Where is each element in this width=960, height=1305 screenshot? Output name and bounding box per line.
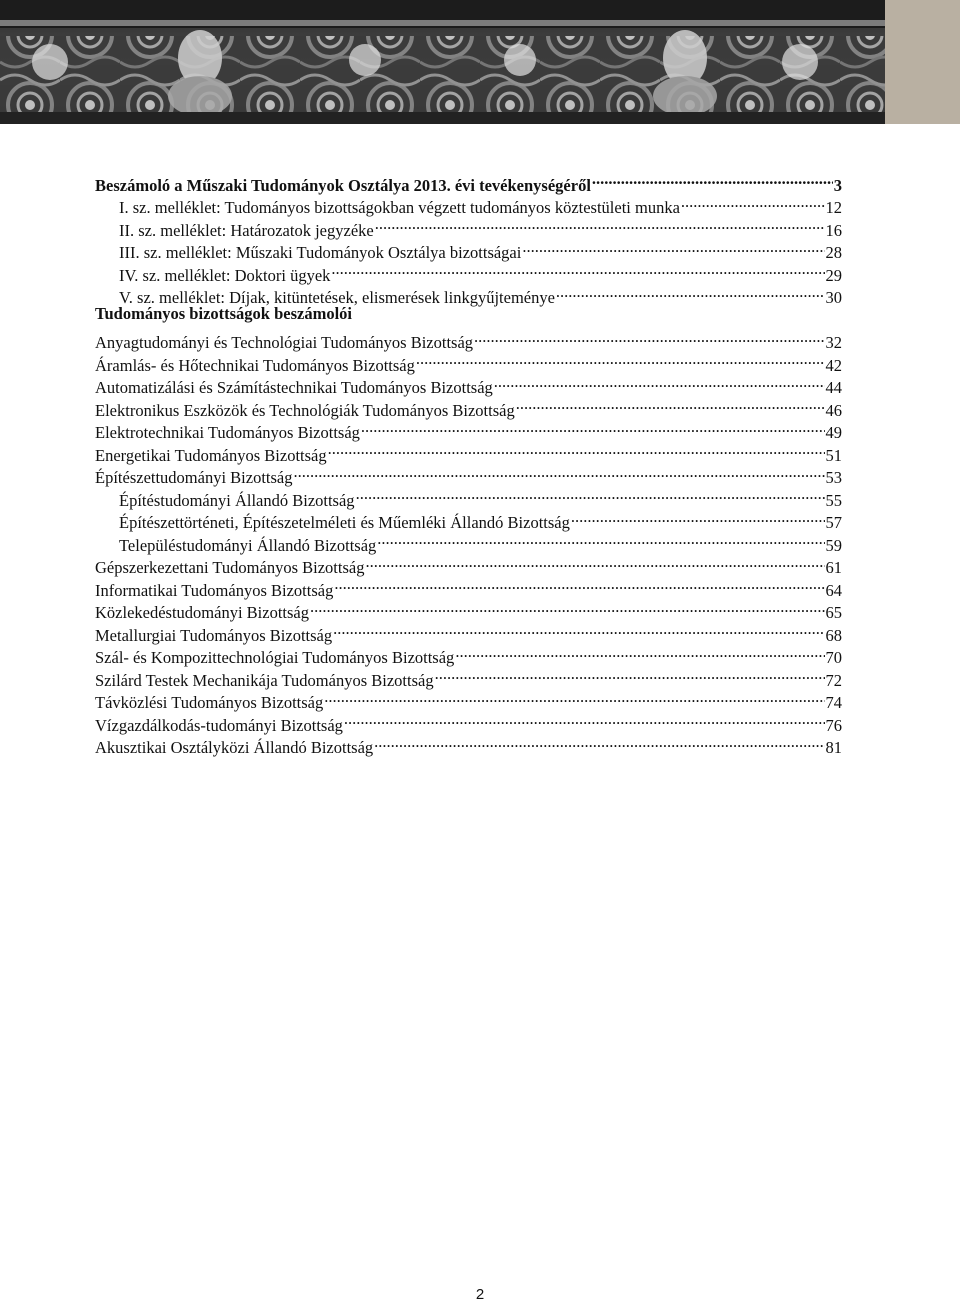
toc-leader-dots [681, 191, 825, 214]
page-number: 2 [475, 1286, 485, 1303]
toc-entry-page: 74 [825, 693, 842, 712]
toc-leader-dots [474, 326, 824, 349]
toc-leader-dots [522, 236, 824, 259]
toc-entry-page: 12 [825, 198, 842, 217]
toc-leader-dots [331, 258, 824, 281]
toc-leader-dots [374, 731, 824, 754]
toc-entry-title: Távközlési Tudományos Bizottság [95, 693, 324, 712]
toc-entry-title: Szál- és Kompozittechnológiai Tudományos Bizottság [95, 648, 455, 667]
toc-entry-title: Építéstudományi Állandó Bizottság [119, 490, 355, 510]
toc-entry-title: I. sz. melléklet: Tudományos bizottságokban végzett tudományos köztestületi munka [119, 198, 680, 217]
toc-leader-dots [571, 506, 825, 529]
toc-leader-dots [344, 708, 825, 731]
toc-entry-title: Beszámoló a Műszaki Tudományok Osztálya 2013. évi tevékenységéről [95, 175, 591, 195]
toc-entry-title: Szilárd Testek Mechanikája Tudományos Bizottság [95, 670, 434, 690]
toc-leader-dots [361, 416, 825, 439]
toc-entry-title: Metallurgiai Tudományos Bizottság [95, 625, 333, 645]
toc-entry-page: 81 [825, 738, 842, 757]
toc-entry-page: 57 [825, 513, 842, 532]
toc-entry-page: 68 [825, 625, 842, 645]
toc-entry[interactable] [95, 326, 842, 352]
ornament-frieze-image [0, 0, 960, 124]
toc-leader-dots [435, 663, 825, 686]
ornamental-header-banner [0, 0, 960, 124]
toc-entry-page: 16 [825, 220, 842, 240]
toc-entry-title: Informatikai Tudományos Bizottság [95, 580, 334, 600]
toc-entry-title: Közlekedéstudományi Bizottság [95, 603, 309, 622]
toc-entry-title: III. sz. melléklet: Műszaki Tudományok Osztálya bizottságai [119, 243, 522, 262]
toc-entry-page: 72 [825, 670, 842, 690]
toc-leader-dots [333, 618, 824, 641]
toc-entry-page: 46 [825, 400, 842, 420]
table-of-contents [95, 168, 842, 757]
toc-leader-dots [365, 551, 824, 574]
toc-entry-title: Elektronikus Eszközök és Technológiák Tudományos Bizottság [95, 400, 515, 420]
toc-entry-title: Tudományos bizottságok beszámolói [95, 304, 353, 323]
toc-entry-title: II. sz. melléklet: Határozatok jegyzéke [119, 220, 374, 240]
toc-entry-title: Gépszerkezettani Tudományos Bizottság [95, 558, 365, 577]
toc-entry-title: Akusztikai Osztályközi Állandó Bizottság [95, 738, 374, 757]
toc-entry-page: 61 [825, 558, 842, 577]
toc-entry-title: Automatizálási és Számítástechnikai Tudományos Bizottság [95, 378, 493, 397]
toc-leader-dots [455, 641, 824, 664]
toc-leader-dots [377, 528, 824, 551]
toc-entry-page: 59 [825, 535, 842, 555]
toc-entry-page: 32 [825, 333, 842, 352]
toc-entry[interactable] [95, 168, 842, 195]
toc-entry-title: IV. sz. melléklet: Doktori ügyek [119, 265, 331, 285]
toc-leader-dots [334, 573, 824, 596]
toc-leader-dots [294, 461, 825, 484]
toc-entry-page: 64 [825, 580, 842, 600]
toc-entry-page: 3 [833, 175, 842, 195]
toc-entry-page: 28 [825, 243, 842, 262]
toc-entry-title: Anyagtudományi és Technológiai Tudományos Bizottság [95, 333, 474, 352]
toc-entry-title: Vízgazdálkodás-tudományi Bizottság [95, 715, 343, 735]
toc-entry-page: 42 [825, 355, 842, 375]
toc-leader-dots [375, 213, 825, 236]
toc-entry-page: 44 [825, 378, 842, 397]
toc-leader-dots [592, 168, 833, 191]
toc-entry-title: Energetikai Tudományos Bizottság [95, 445, 327, 465]
toc-leader-dots [356, 483, 825, 506]
toc-leader-dots [324, 686, 824, 709]
toc-entry-title: V. sz. melléklet: Díjak, kitüntetések, elismerések linkgyűjteménye [119, 288, 555, 307]
toc-entry-title: Építészettudományi Bizottság [95, 468, 293, 487]
toc-entry-page: 51 [825, 445, 842, 465]
toc-entry-page: 49 [825, 423, 842, 442]
toc-leader-dots [516, 393, 825, 416]
toc-entry-page: 76 [825, 715, 842, 735]
toc-leader-dots [310, 596, 825, 619]
toc-entry-page: 55 [825, 490, 842, 510]
toc-leader-dots [416, 348, 825, 371]
toc-entry-title: Építészettörténeti, Építészetelméleti és Műemléki Állandó Bizottság [119, 513, 570, 532]
toc-leader-dots [556, 281, 825, 304]
toc-entry-page: 53 [825, 468, 842, 487]
toc-entry-page: 29 [825, 265, 842, 285]
toc-entry-page: 65 [825, 603, 842, 622]
toc-leader-dots [494, 371, 825, 394]
toc-entry-title: Településtudományi Állandó Bizottság [119, 535, 377, 555]
toc-leader-dots [328, 438, 825, 461]
toc-entry-title: Elektrotechnikai Tudományos Bizottság [95, 423, 360, 442]
toc-entry-page: 70 [825, 648, 842, 667]
toc-entry-title: Áramlás- és Hőtechnikai Tudományos Bizottság [95, 355, 415, 375]
toc-entry-page: 30 [825, 288, 842, 307]
